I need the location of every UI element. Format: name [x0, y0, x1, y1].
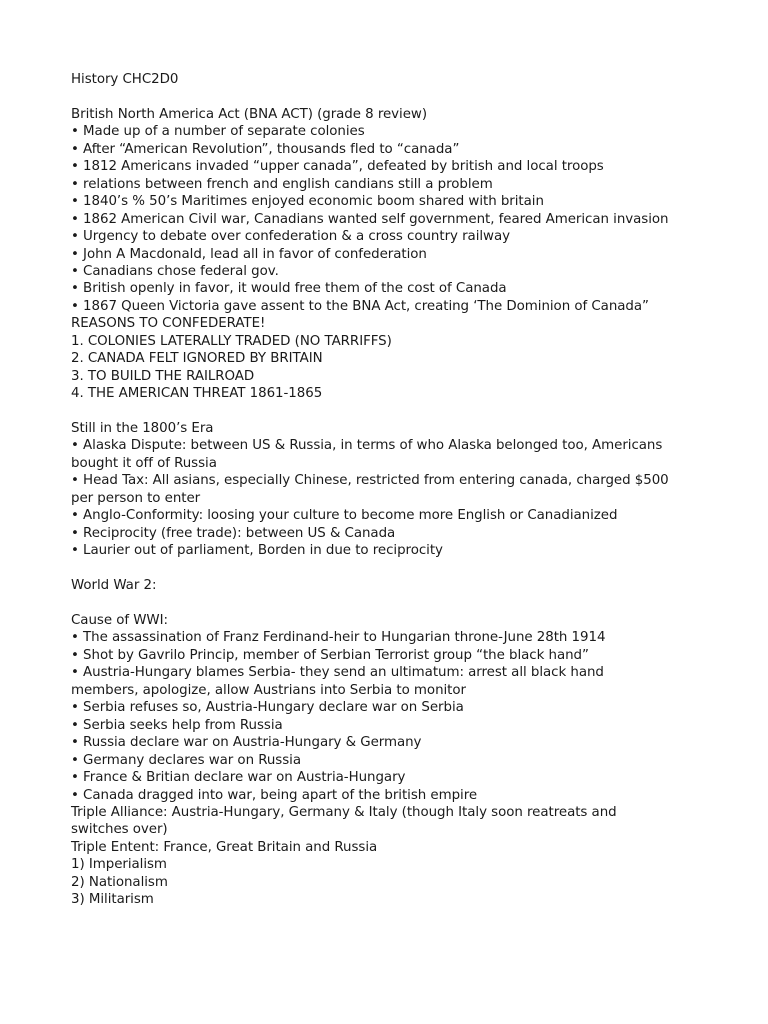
- triple-alliance: Triple Alliance: Austria-Hungary, Germany & Italy (though Italy soon reatreats and: [71, 804, 617, 820]
- era-heading: Still in the 1800’s Era: [71, 421, 214, 437]
- bna-bullet: • 1862 American Civil war, Canadians wanted self government, feared American invasion: [71, 211, 669, 227]
- spacer: [71, 595, 731, 612]
- bna-bullet: • 1867 Queen Victoria gave assent to the BNA Act, creating ‘The Dominion of Canada”: [71, 298, 649, 314]
- wwi-bullet: • France & Britian declare war on Austria-Hungary: [71, 770, 406, 786]
- spacer: [71, 88, 731, 105]
- bna-bullet: • 1840’s % 50’s Maritimes enjoyed economic boom shared with britain: [71, 194, 544, 210]
- bna-bullet: • John A Macdonald, lead all in favor of confederation: [71, 246, 427, 262]
- reason-item: 4. THE AMERICAN THREAT 1861-1865: [71, 386, 323, 402]
- bna-bullet: • Made up of a number of separate colonies: [71, 124, 365, 140]
- era-bullet-laurier: • Laurier out of parliament, Borden in due to reciprocity: [71, 543, 443, 559]
- reasons-heading: REASONS TO CONFEDERATE!: [71, 316, 266, 332]
- wwi-bullet: • Canada dragged into war, being apart of the british empire: [71, 787, 478, 803]
- era-bullet-anglo: • Anglo-Conformity: loosing your culture to become more English or Canadianized: [71, 508, 618, 524]
- era-bullet-headtax-cont: per person to enter: [71, 490, 201, 506]
- wwi-bullet-assassination: • The assassination of Franz Ferdinand-heir to Hungarian throne-June 28th 1914: [71, 630, 606, 646]
- era-bullet-alaska: • Alaska Dispute: between US & Russia, in terms of who Alaska belonged too, Americans: [71, 438, 663, 454]
- reason-item: 1. COLONIES LATERALLY TRADED (NO TARRIFFS): [71, 333, 392, 349]
- wwi-bullet: • Germany declares war on Russia: [71, 752, 301, 768]
- wwi-causes-heading: Cause of WWI:: [71, 612, 168, 628]
- reason-item: 3. TO BUILD THE RAILROAD: [71, 368, 255, 384]
- triple-alliance-cont: switches over): [71, 822, 168, 838]
- wwi-bullet-ultimatum: • Austria-Hungary blames Serbia- they send an ultimatum: arrest all black hand: [71, 665, 604, 681]
- course-title: History CHC2D0: [71, 72, 179, 87]
- bna-bullet: • relations between french and english candians still a problem: [71, 176, 493, 192]
- ism-item: 1) Imperialism: [71, 857, 167, 873]
- wwi-bullet-shot: • Shot by Gavrilo Princip, member of Serbian Terrorist group “the black hand”: [71, 647, 589, 663]
- wwi-bullet-ultimatum-cont: members, apologize, allow Austrians into Serbia to monitor: [71, 682, 466, 698]
- reason-item: 2. CANADA FELT IGNORED BY BRITAIN: [71, 351, 323, 367]
- bna-bullet: • British openly in favor, it would free them of the cost of Canada: [71, 281, 507, 297]
- bna-bullet: • Canadians chose federal gov.: [71, 263, 279, 279]
- ism-item: 2) Nationalism: [71, 874, 168, 890]
- triple-entente: Triple Entent: France, Great Britain and Russia: [71, 839, 378, 855]
- spacer: [71, 560, 731, 577]
- wwi-bullet: • Serbia seeks help from Russia: [71, 717, 283, 733]
- spacer: [71, 403, 731, 420]
- era-bullet-headtax: • Head Tax: All asians, especially Chinese, restricted from entering canada, charged $500: [71, 473, 669, 489]
- bna-bullet: • After “American Revolution”, thousands fled to “canada”: [71, 141, 460, 157]
- era-bullet-reciprocity: • Reciprocity (free trade): between US & Canada: [71, 525, 396, 541]
- bna-heading: British North America Act (BNA ACT) (grade 8 review): [71, 106, 427, 122]
- ism-item: 3) Militarism: [71, 892, 154, 908]
- era-bullet-alaska-cont: bought it off of Russia: [71, 455, 217, 471]
- bna-bullet: • 1812 Americans invaded “upper canada”, defeated by british and local troops: [71, 159, 604, 175]
- ww2-heading: World War 2:: [71, 578, 157, 594]
- document-page: [71, 71, 731, 909]
- wwi-bullet: • Russia declare war on Austria-Hungary & Germany: [71, 735, 422, 751]
- bna-bullet: • Urgency to debate over confederation & a cross country railway: [71, 229, 510, 245]
- wwi-bullet: • Serbia refuses so, Austria-Hungary declare war on Serbia: [71, 700, 464, 716]
